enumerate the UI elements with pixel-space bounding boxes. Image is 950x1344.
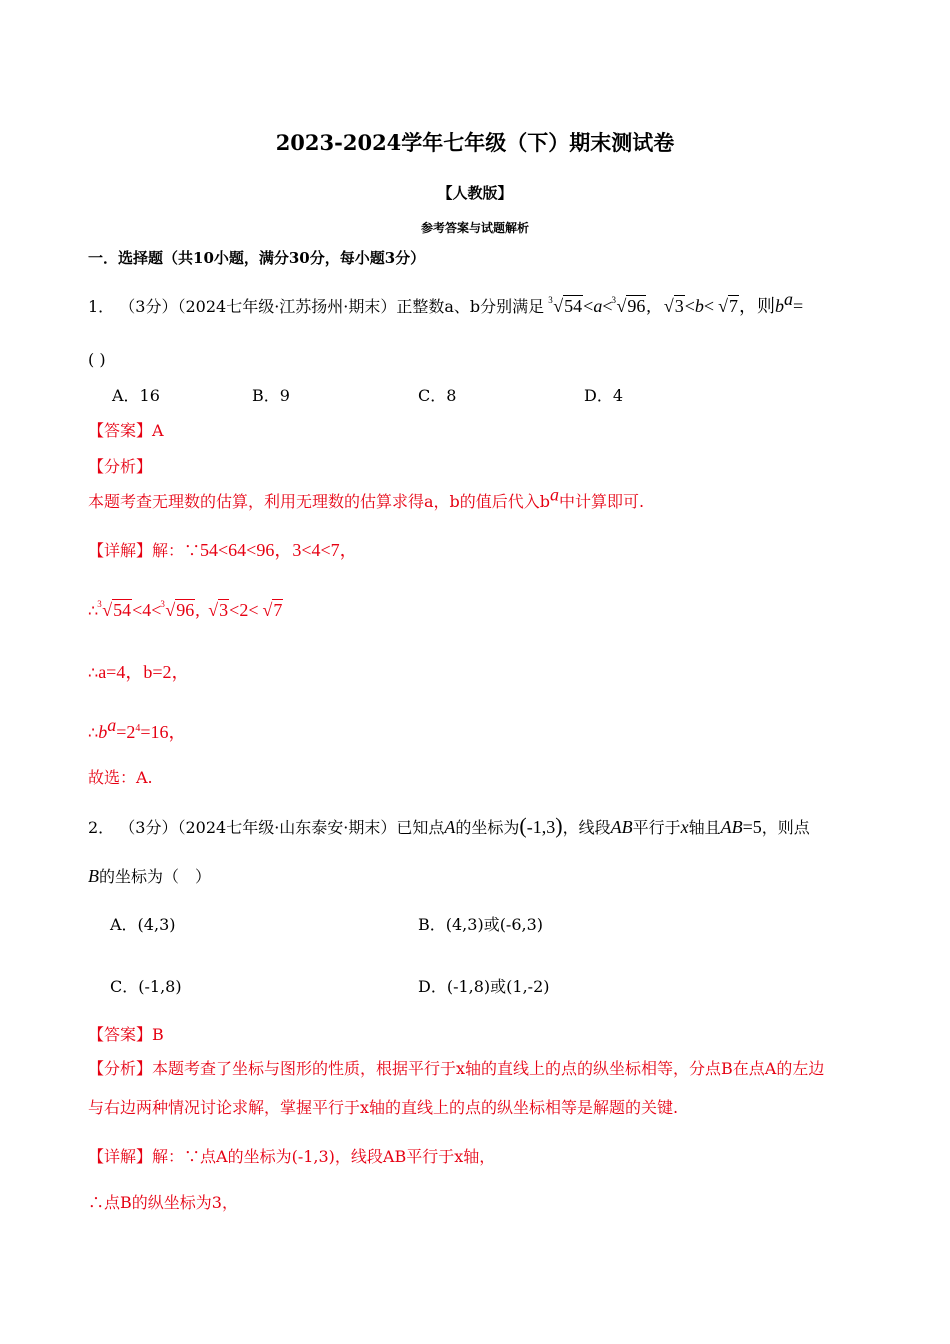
q1-analysis-tail: 中计算即可.	[559, 492, 645, 511]
q1-stem	[88, 289, 804, 317]
q2-score: （3分）	[119, 818, 178, 837]
page-title: 2023-2024学年七年级（下）期末测试卷	[275, 130, 675, 155]
q2-stem-line2-text: 的坐标为（ ）	[99, 867, 212, 886]
q1-result: =16，	[140, 722, 187, 742]
q1-analysis-text: 本题考查无理数的估算，利用无理数的估算求得a，b的值后代入$b^a$中计算即可.	[88, 484, 645, 511]
q2-number: 2．	[88, 818, 115, 837]
q1-detail-line3	[88, 662, 189, 683]
q1-detail-label: 【详解】解：∵	[88, 541, 201, 560]
q2-analysis-text1: 本题考查了坐标与图形的性质，根据平行于x轴的直线上的点的纵坐标相等，分点B在点A的左边	[152, 1059, 825, 1078]
q2-option-d: D．(-1,8)或(1,-2)	[418, 977, 550, 996]
q1-detail-line1	[88, 540, 358, 561]
q1-answer: 【答案】A	[88, 421, 164, 440]
q2-detail-text1: 点A的坐标为(-1,3)，线段AB平行于x轴，	[200, 1147, 496, 1166]
q1-analysis-main: 本题考查无理数的估算，利用无理数的估算求得a，b的值后代入b	[88, 492, 551, 511]
q1-detail-line4: $\therefore b^a=2^4=16$，	[88, 715, 187, 742]
q2-stem-line2: B的坐标为（ ）	[88, 866, 212, 886]
q2-option-b: B．(4,3)或(-6,3)	[418, 915, 544, 934]
q2-analysis-line2: 与右边两种情况讨论求解，掌握平行于x轴的直线上的点的纵坐标相等是解题的关键.	[88, 1098, 679, 1117]
q2-detail-line2: ∴点B的纵坐标为3，	[88, 1193, 238, 1212]
q2-detail-line1	[88, 1147, 495, 1167]
q1-values: a=4，b=2，	[98, 662, 190, 682]
q2-source: （2024七年级·山东泰安·期末）	[177, 818, 397, 837]
q2-stem-2: 的坐标为	[455, 818, 520, 837]
q1-inequality-a: 3 √54<a< 3 √96,	[548, 295, 656, 316]
section-heading: 一．选择题（共10小题，满分30分，每小题3分）	[88, 249, 426, 267]
q1-conclusion: 故选：A.	[88, 768, 153, 787]
q1-therefore-1: ∴	[88, 601, 99, 620]
q2-stem-4: 平行于	[632, 818, 681, 837]
q2-stem: 2． （3分）（2024七年级·山东泰安·期末）已知点A的坐标为(-1,3)，线段AB平行于x轴且AB=5，则点	[88, 813, 810, 838]
q1-option-b: B．9	[252, 386, 290, 405]
edition-label: 【人教版】	[437, 184, 513, 202]
q1-option-d: D．4	[584, 386, 624, 405]
q2-answer: 【答案】B	[88, 1025, 164, 1044]
q2-stem-1: 已知点	[396, 818, 445, 837]
q1-therefore-2: ∴	[88, 663, 99, 682]
q1-blank: ( )	[88, 350, 106, 369]
q2-option-c: C．(-1,8)	[110, 977, 182, 996]
q2-detail-label: 【详解】解：∵	[88, 1147, 201, 1166]
q1-analysis-label: 【分析】	[88, 457, 153, 476]
q1-power-eq: =2	[116, 722, 136, 742]
q2-analysis-line1	[88, 1059, 824, 1079]
q2-stem-5: 轴且	[688, 818, 721, 837]
q1-source: （2024七年级·江苏扬州·期末）	[177, 297, 397, 316]
q1-option-c: C．8	[418, 386, 457, 405]
q1-number: 1．	[88, 297, 115, 316]
subtitle: 参考答案与试题解析	[420, 221, 529, 235]
q1-detail-line2: ∴ 3 √54<4< 3 √96, √3<2< √7	[88, 599, 283, 620]
q1-therefore-3: ∴	[88, 723, 99, 742]
q2-analysis-label: 【分析】	[88, 1059, 153, 1078]
q1-detail-ineq: 54<64<96，3<4<7，	[200, 540, 358, 560]
q1-stem-text: 正整数a、b分别满足	[396, 297, 545, 316]
q1-inequality-b: √3<b< √7，则$b^a=$	[663, 289, 804, 316]
q2-option-a: A．(4,3)	[110, 915, 176, 934]
q1-option-a: A．16	[112, 386, 160, 405]
q1-score: （3分）	[119, 297, 178, 316]
q2-stem-3: ，线段	[562, 818, 611, 837]
q2-stem-6: ，则点	[761, 818, 810, 837]
